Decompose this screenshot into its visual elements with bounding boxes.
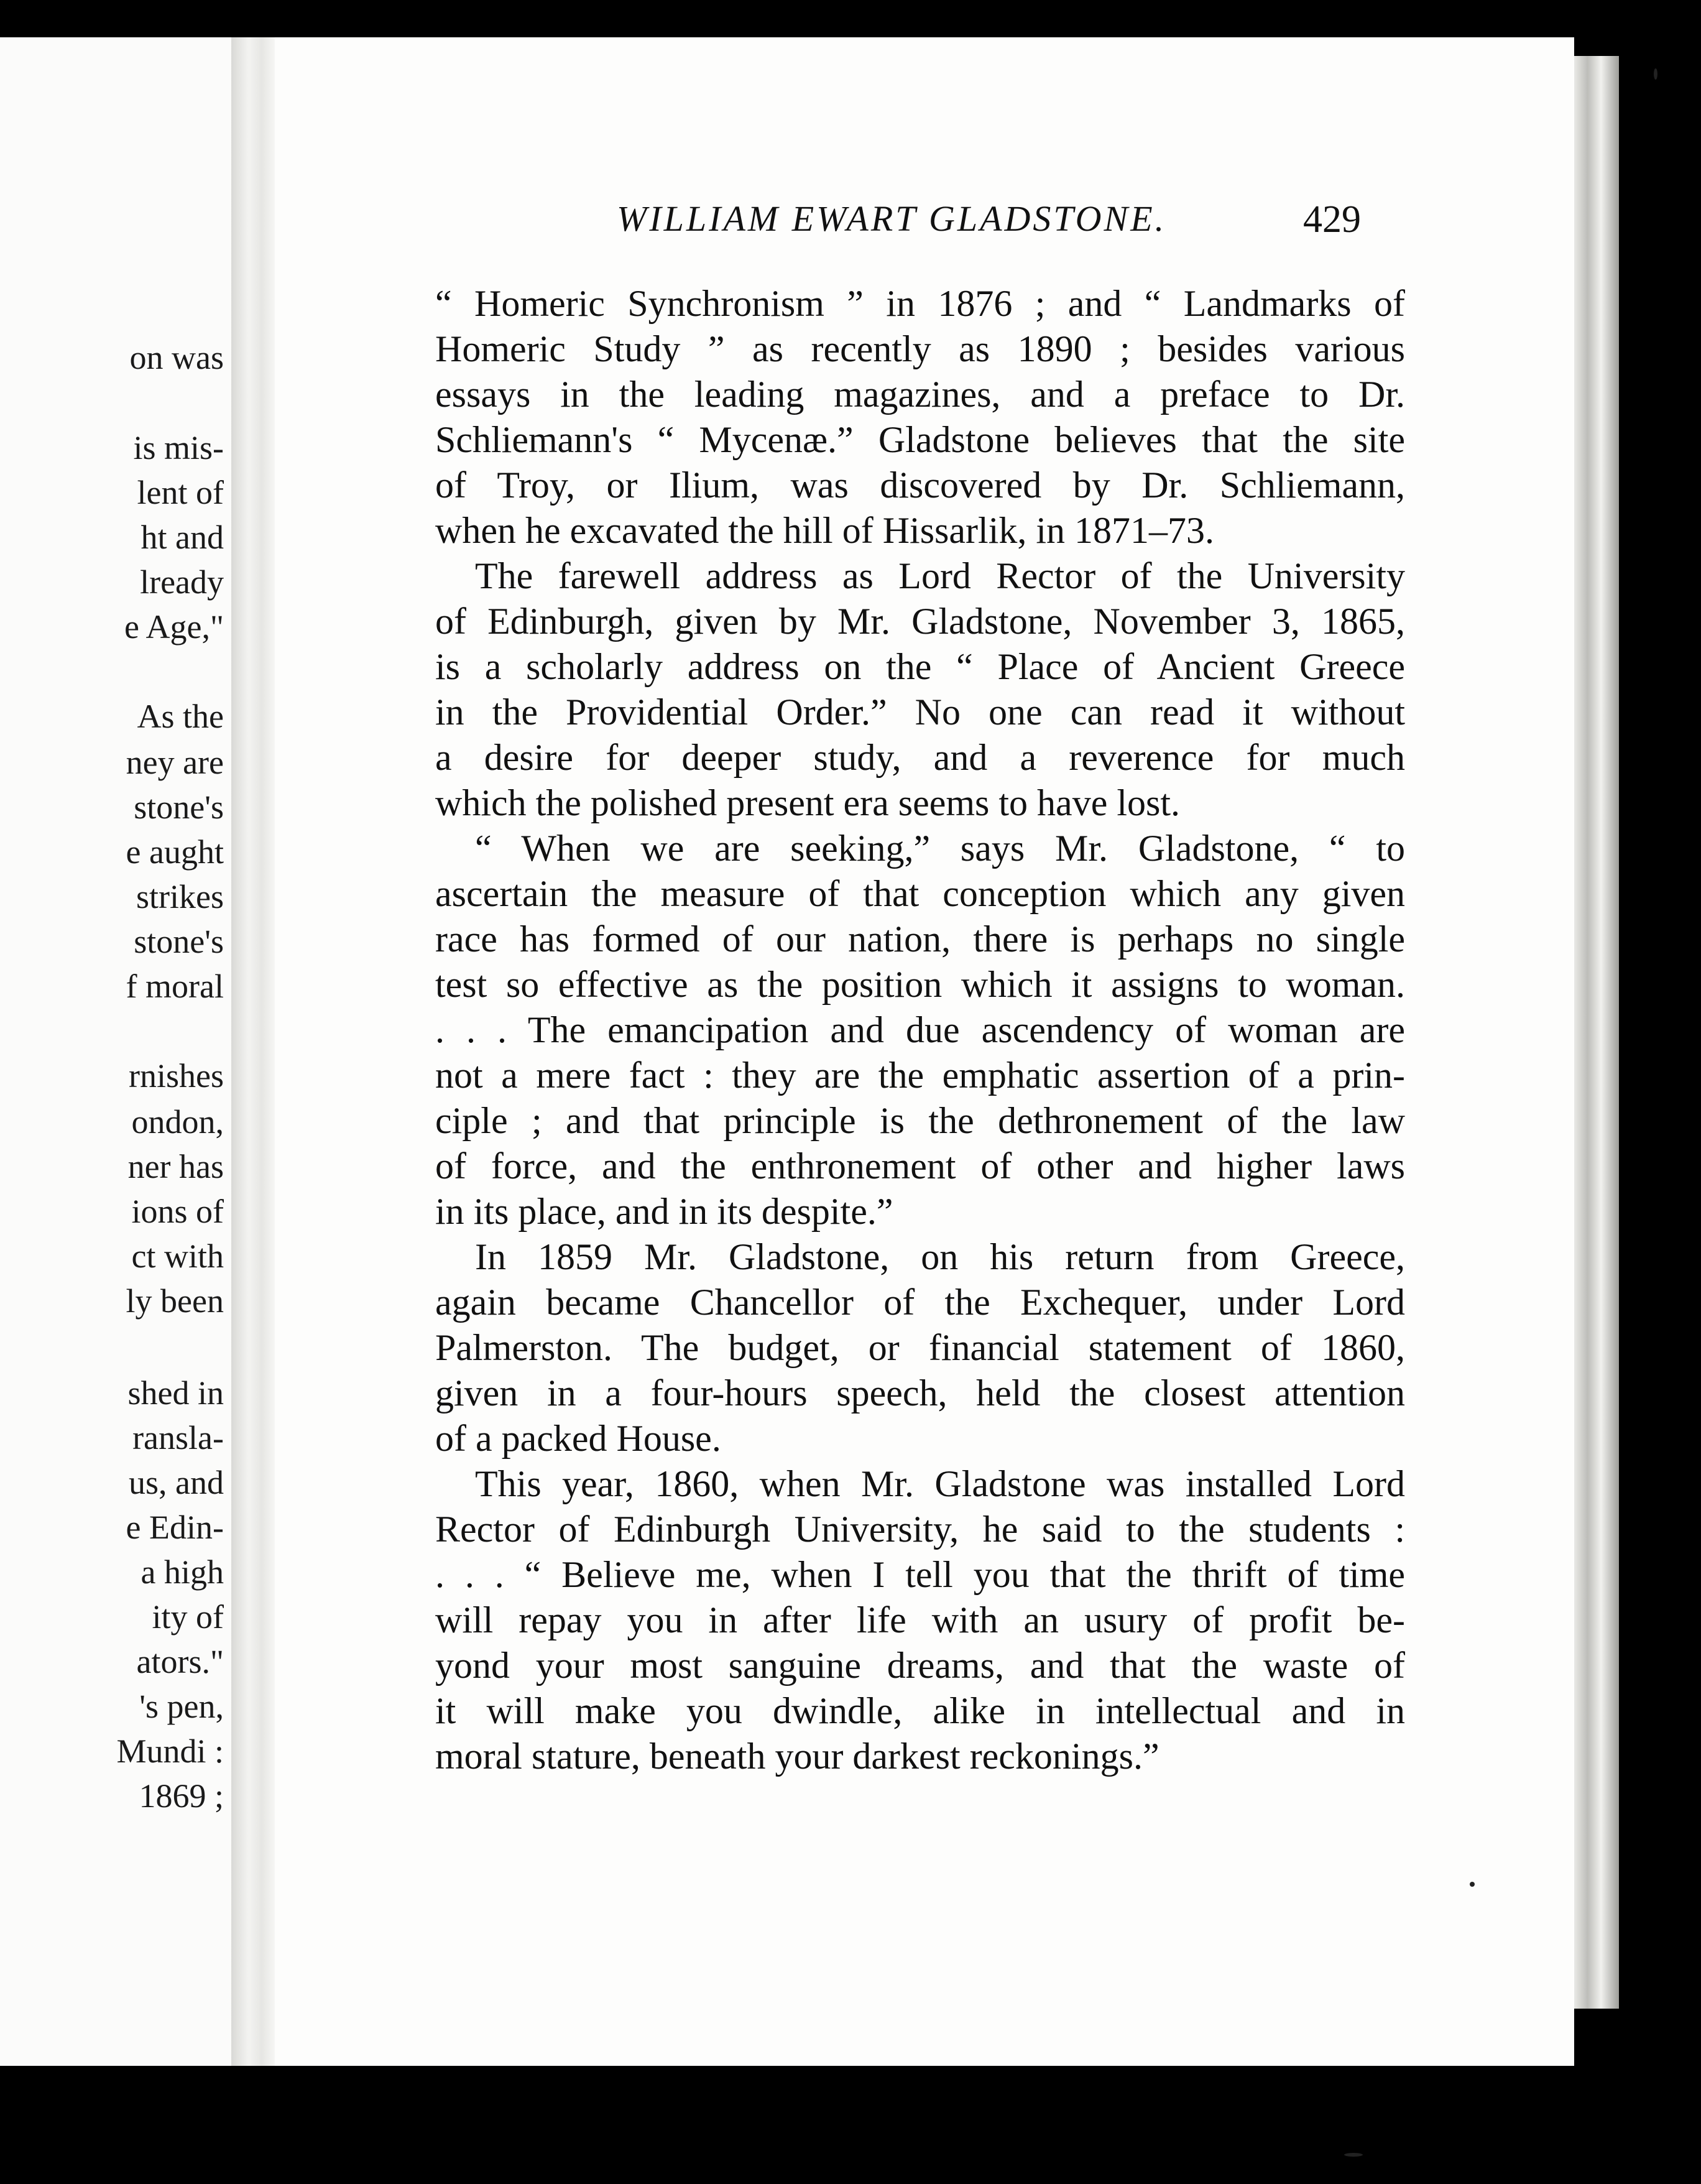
left-page-line: stone's [134,923,224,960]
left-page-line: stone's [134,789,224,826]
text-line: given in a four-hours speech, held the closest attention [435,1372,1405,1414]
text-line: when he excavated the hill of Hissarlik, in 1871–73. [435,510,1215,551]
scan-speck [1654,68,1657,80]
text-line: Homeric Study ” as recently as 1890 ; besides various [435,328,1405,369]
text-line: Rector of Edinburgh University, he said to the students : [435,1509,1405,1550]
text-line: ascertain the measure of that conception which any given [435,873,1405,914]
left-page-line: lready [140,563,224,601]
text-line: race has formed of our nation, there is perhaps no single [435,918,1405,960]
left-page-line: ransla- [132,1419,224,1456]
body-text [435,281,1405,1779]
text-line: again became Chancellor of the Exchequer, under Lord [435,1282,1405,1323]
text-line: of Edinburgh, given by Mr. Gladstone, November 3, 1865, [435,601,1405,642]
left-page-line: ct with [131,1238,224,1275]
left-page-line: rnishes [129,1057,224,1094]
text-line: . . . The emancipation and due ascendency of woman are [435,1009,1405,1050]
left-page-line: ney are [126,744,224,781]
text-line: “ Homeric Synchronism ” in 1876 ; and “ Landmarks of [435,283,1405,324]
text-line: in the Providential Order.” No one can read it without [435,692,1405,733]
paragraph [435,826,1405,1234]
left-page-line: strikes [136,878,224,915]
left-page-line: ity of [152,1598,224,1636]
left-page-line: is mis- [133,429,224,466]
left-page-line: ions of [131,1193,224,1230]
paragraph [435,1461,1405,1779]
text-line: essays in the leading magazines, and a preface to Dr. [435,374,1405,415]
left-page-fragment [0,37,231,2066]
left-page-line: ner has [127,1148,224,1185]
left-page-line: shed in [127,1374,224,1412]
text-line: test so effective as the position which it assigns to woman. [435,964,1405,1005]
book-gutter [231,37,275,2066]
paragraph [435,1234,1405,1461]
running-head: WILLIAM EWART GLADSTONE. [617,198,1167,239]
page-number: 429 [1303,198,1361,241]
left-page-line: 's pen, [139,1688,224,1725]
left-page-line: f moral [126,968,224,1005]
left-page-line: ht and [141,519,224,556]
text-line: This year, 1860, when Mr. Gladstone was installed Lord [475,1463,1405,1504]
left-page-line: ators." [136,1643,224,1680]
text-line: yond your most sanguine dreams, and that the waste of [435,1645,1405,1686]
text-line: Palmerston. The budget, or financial statement of 1860, [435,1327,1405,1368]
text-line: of force, and the enthronement of other and higher laws [435,1145,1405,1187]
text-line: of a packed House. [435,1418,721,1459]
scan-speck [1470,1882,1475,1887]
text-line: moral stature, beneath your darkest reckonings.” [435,1736,1159,1777]
left-page-line: e Age," [124,608,224,645]
text-line: in its place, and in its despite.” [435,1191,893,1232]
text-line: The farewell address as Lord Rector of the University [475,555,1405,596]
text-line: “ When we are seeking,” says Mr. Gladstone, “ to [475,828,1405,869]
text-line: of Troy, or Ilium, was discovered by Dr. Schliemann, [435,465,1405,506]
left-page-line: ly been [126,1282,224,1320]
page-edge [1574,56,1619,2009]
left-page-line: As the [137,698,224,735]
text-line: a desire for deeper study, and a reverence for much [435,737,1405,778]
left-page-line: on was [129,339,224,376]
left-page-line: e aught [126,833,224,871]
left-page-line: lent of [137,474,224,511]
text-line: is a scholarly address on the “ Place of Ancient Greece [435,646,1405,687]
text-line: ciple ; and that principle is the dethronement of the law [435,1100,1405,1141]
left-page-line: 1869 ; [139,1777,224,1815]
left-page-line: us, and [129,1464,224,1501]
paragraph [435,553,1405,826]
scan-speck [1344,2153,1363,2157]
left-page-line: Mundi : [116,1733,224,1770]
text-line: Schliemann's “ Mycenæ.” Gladstone believes that the site [435,419,1405,460]
text-line: it will make you dwindle, alike in intellectual and in [435,1690,1405,1731]
left-page-line: e Edin- [126,1509,224,1546]
left-page-line: a high [141,1553,224,1591]
text-line: will repay you in after life with an usury of profit be- [435,1599,1405,1640]
paragraph [435,281,1405,553]
text-line: which the polished present era seems to have lost. [435,782,1181,823]
text-line: In 1859 Mr. Gladstone, on his return from Greece, [475,1236,1405,1277]
text-line: not a mere fact : they are the emphatic assertion of a prin- [435,1055,1405,1096]
left-page-line: ondon, [131,1103,224,1141]
text-line: . . . “ Believe me, when I tell you that the thrift of time [435,1554,1405,1595]
